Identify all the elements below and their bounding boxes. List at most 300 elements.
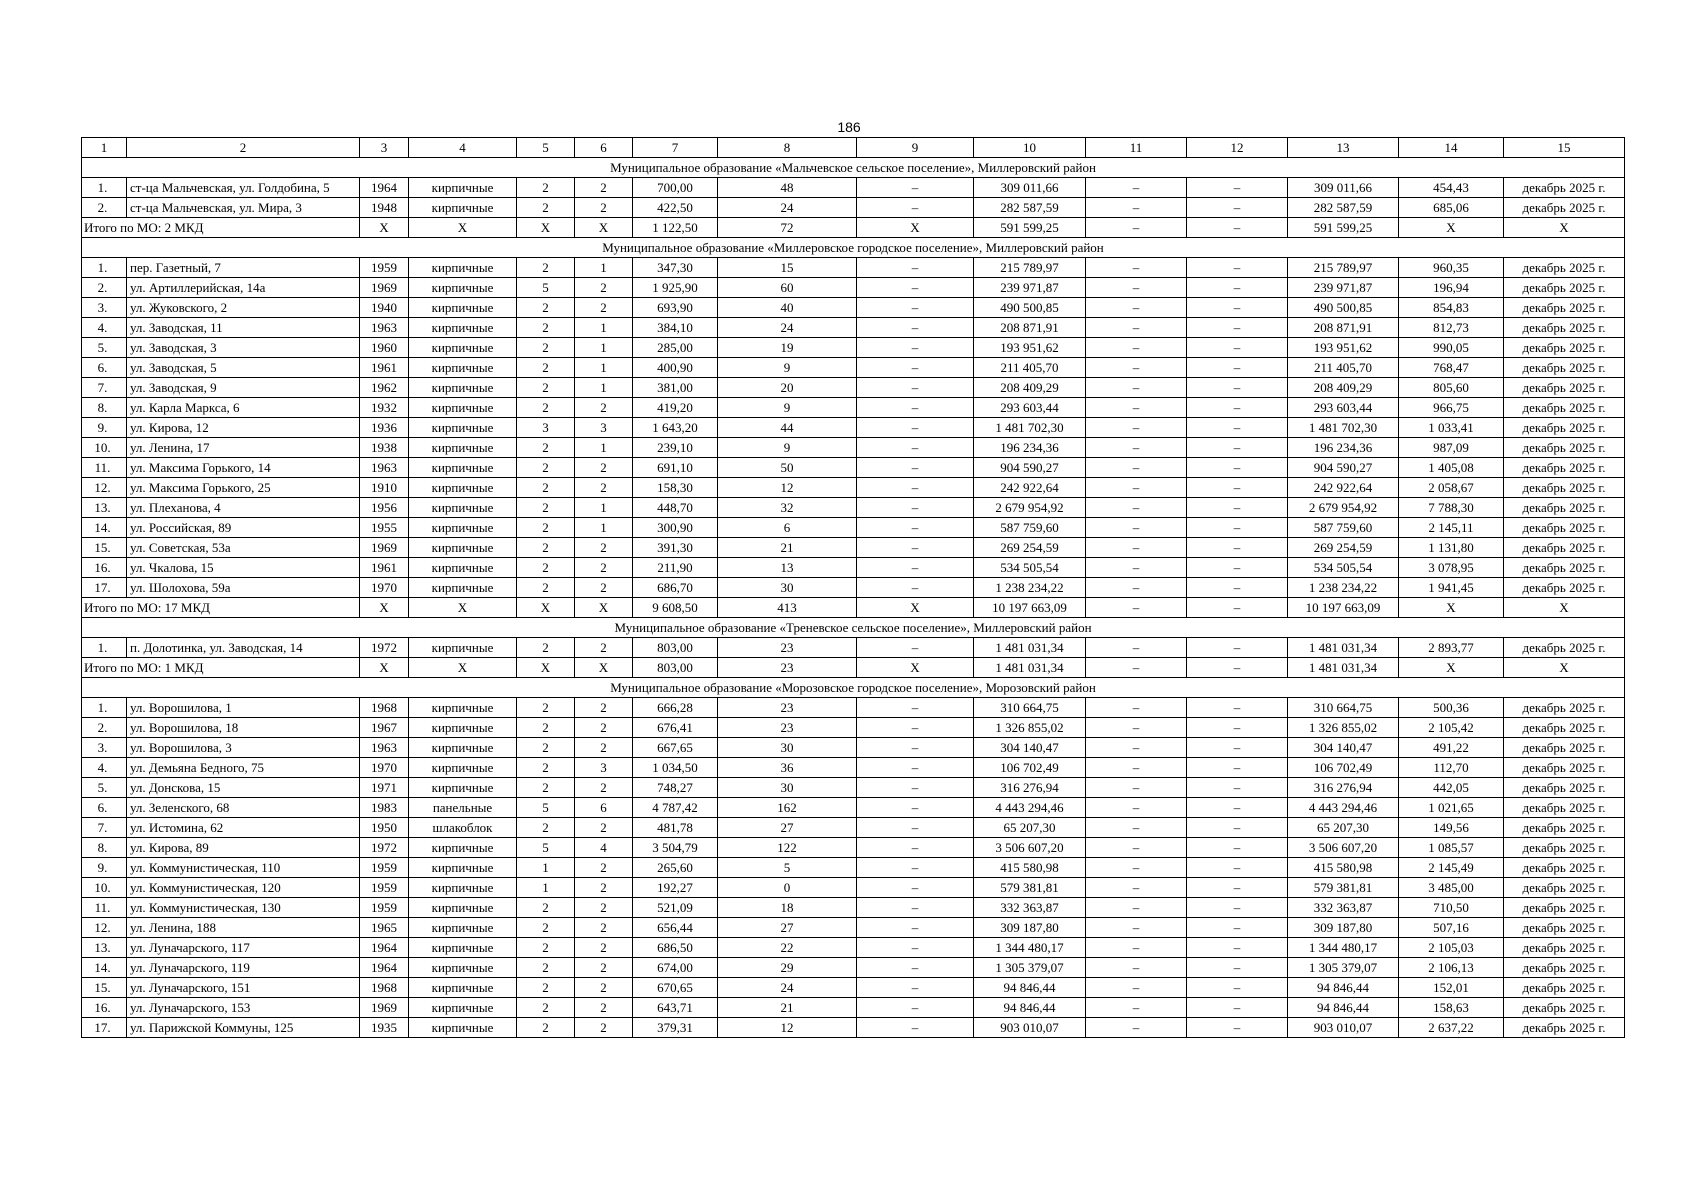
table-cell-col-15: декабрь 2025 г. bbox=[1504, 778, 1625, 798]
table-cell-col-4: кирпичные bbox=[409, 578, 517, 598]
table-cell-col-10: 415 580,98 bbox=[974, 858, 1086, 878]
table-cell-col-4: кирпичные bbox=[409, 938, 517, 958]
table-cell-col-10: 587 759,60 bbox=[974, 518, 1086, 538]
table-cell-col-4: кирпичные bbox=[409, 858, 517, 878]
table-cell-col-3: 1959 bbox=[360, 878, 409, 898]
table-cell-col-10: 65 207,30 bbox=[974, 818, 1086, 838]
table-cell-col-15: декабрь 2025 г. bbox=[1504, 438, 1625, 458]
table-cell-col-15: декабрь 2025 г. bbox=[1504, 938, 1625, 958]
table-cell-col-10: 534 505,54 bbox=[974, 558, 1086, 578]
table-cell-col-3: 1972 bbox=[360, 838, 409, 858]
table-cell-col-3: 1961 bbox=[360, 558, 409, 578]
table-cell-col-3: 1969 bbox=[360, 998, 409, 1018]
table-cell-col-2: ул. Чкалова, 15 bbox=[127, 558, 360, 578]
table-cell-col-8: 50 bbox=[718, 458, 857, 478]
table-cell-col-11: – bbox=[1086, 298, 1187, 318]
table-cell-col-9: – bbox=[857, 538, 974, 558]
section-title: Муниципальное образование «Мальчевское сельское поселение», Миллеровский район bbox=[82, 158, 1625, 178]
table-cell-col-2: ул. Ворошилова, 1 bbox=[127, 698, 360, 718]
table-cell-col-10: 94 846,44 bbox=[974, 998, 1086, 1018]
total-cell-col-3: X bbox=[360, 598, 409, 618]
table-cell-col-7: 422,50 bbox=[633, 198, 718, 218]
table-cell-col-1: 10. bbox=[82, 878, 127, 898]
table-cell-col-7: 691,10 bbox=[633, 458, 718, 478]
table-cell-col-7: 676,41 bbox=[633, 718, 718, 738]
table-cell-col-3: 1959 bbox=[360, 898, 409, 918]
table-cell-col-9: – bbox=[857, 438, 974, 458]
table-cell-col-12: – bbox=[1187, 918, 1288, 938]
table-row bbox=[82, 358, 1625, 378]
table-cell-col-12: – bbox=[1187, 1018, 1288, 1038]
table-cell-col-8: 122 bbox=[718, 838, 857, 858]
table-cell-col-13: 1 344 480,17 bbox=[1288, 938, 1399, 958]
table-cell-col-8: 5 bbox=[718, 858, 857, 878]
table-cell-col-6: 1 bbox=[575, 318, 633, 338]
table-cell-col-12: – bbox=[1187, 298, 1288, 318]
total-cell-col-7: 1 122,50 bbox=[633, 218, 718, 238]
table-cell-col-5: 2 bbox=[517, 538, 575, 558]
table-row bbox=[82, 438, 1625, 458]
table-cell-col-4: кирпичные bbox=[409, 338, 517, 358]
table-cell-col-12: – bbox=[1187, 938, 1288, 958]
table-cell-col-11: – bbox=[1086, 918, 1187, 938]
table-cell-col-15: декабрь 2025 г. bbox=[1504, 278, 1625, 298]
table-cell-col-11: – bbox=[1086, 398, 1187, 418]
table-cell-col-5: 2 bbox=[517, 978, 575, 998]
table-cell-col-6: 2 bbox=[575, 718, 633, 738]
table-cell-col-14: 2 105,03 bbox=[1399, 938, 1504, 958]
table-cell-col-12: – bbox=[1187, 478, 1288, 498]
table-cell-col-1: 10. bbox=[82, 438, 127, 458]
table-cell-col-12: – bbox=[1187, 878, 1288, 898]
table-cell-col-3: 1936 bbox=[360, 418, 409, 438]
section-header-row bbox=[82, 158, 1625, 178]
table-cell-col-1: 6. bbox=[82, 358, 127, 378]
table-cell-col-5: 2 bbox=[517, 698, 575, 718]
table-cell-col-9: – bbox=[857, 578, 974, 598]
table-cell-col-5: 2 bbox=[517, 558, 575, 578]
table-cell-col-2: ул. Коммунистическая, 120 bbox=[127, 878, 360, 898]
table-cell-col-12: – bbox=[1187, 398, 1288, 418]
table-cell-col-11: – bbox=[1086, 1018, 1187, 1038]
table-cell-col-4: кирпичные bbox=[409, 1018, 517, 1038]
table-cell-col-12: – bbox=[1187, 438, 1288, 458]
table-cell-col-3: 1969 bbox=[360, 538, 409, 558]
table-cell-col-15: декабрь 2025 г. bbox=[1504, 518, 1625, 538]
table-cell-col-10: 1 481 031,34 bbox=[974, 638, 1086, 658]
table-cell-col-2: ул. Ленина, 188 bbox=[127, 918, 360, 938]
table-cell-col-15: декабрь 2025 г. bbox=[1504, 718, 1625, 738]
table-cell-col-8: 27 bbox=[718, 918, 857, 938]
table-cell-col-13: 310 664,75 bbox=[1288, 698, 1399, 718]
table-cell-col-7: 384,10 bbox=[633, 318, 718, 338]
table-cell-col-4: кирпичные bbox=[409, 758, 517, 778]
table-cell-col-11: – bbox=[1086, 318, 1187, 338]
table-cell-col-4: кирпичные bbox=[409, 378, 517, 398]
table-cell-col-5: 2 bbox=[517, 758, 575, 778]
table-cell-col-1: 14. bbox=[82, 958, 127, 978]
table-cell-col-12: – bbox=[1187, 178, 1288, 198]
section-total-row bbox=[82, 218, 1625, 238]
table-cell-col-10: 106 702,49 bbox=[974, 758, 1086, 778]
table-cell-col-11: – bbox=[1086, 578, 1187, 598]
table-cell-col-14: 491,22 bbox=[1399, 738, 1504, 758]
total-cell-col-15: X bbox=[1504, 218, 1625, 238]
table-cell-col-4: кирпичные bbox=[409, 778, 517, 798]
table-cell-col-13: 904 590,27 bbox=[1288, 458, 1399, 478]
table-cell-col-3: 1964 bbox=[360, 938, 409, 958]
table-cell-col-15: декабрь 2025 г. bbox=[1504, 758, 1625, 778]
table-cell-col-1: 13. bbox=[82, 498, 127, 518]
table-cell-col-9: – bbox=[857, 838, 974, 858]
table-cell-col-7: 674,00 bbox=[633, 958, 718, 978]
table-cell-col-5: 5 bbox=[517, 798, 575, 818]
table-cell-col-13: 208 871,91 bbox=[1288, 318, 1399, 338]
table-cell-col-10: 293 603,44 bbox=[974, 398, 1086, 418]
table-cell-col-7: 379,31 bbox=[633, 1018, 718, 1038]
table-cell-col-1: 2. bbox=[82, 278, 127, 298]
table-row bbox=[82, 778, 1625, 798]
table-row bbox=[82, 258, 1625, 278]
total-cell-col-5: X bbox=[517, 658, 575, 678]
table-cell-col-11: – bbox=[1086, 998, 1187, 1018]
total-cell-col-9: X bbox=[857, 598, 974, 618]
table-cell-col-8: 40 bbox=[718, 298, 857, 318]
table-cell-col-13: 94 846,44 bbox=[1288, 978, 1399, 998]
table-cell-col-6: 2 bbox=[575, 738, 633, 758]
table-cell-col-2: ул. Плеханова, 4 bbox=[127, 498, 360, 518]
table-cell-col-3: 1932 bbox=[360, 398, 409, 418]
table-cell-col-4: кирпичные bbox=[409, 978, 517, 998]
table-cell-col-6: 1 bbox=[575, 378, 633, 398]
table-cell-col-2: ул. Максима Горького, 14 bbox=[127, 458, 360, 478]
table-cell-col-8: 13 bbox=[718, 558, 857, 578]
table-cell-col-14: 710,50 bbox=[1399, 898, 1504, 918]
table-cell-col-13: 415 580,98 bbox=[1288, 858, 1399, 878]
table-cell-col-11: – bbox=[1086, 418, 1187, 438]
column-number-1: 1 bbox=[82, 138, 127, 158]
table-cell-col-3: 1971 bbox=[360, 778, 409, 798]
table-cell-col-9: – bbox=[857, 198, 974, 218]
table-cell-col-2: ул. Артиллерийская, 14а bbox=[127, 278, 360, 298]
table-cell-col-13: 242 922,64 bbox=[1288, 478, 1399, 498]
table-cell-col-11: – bbox=[1086, 498, 1187, 518]
table-cell-col-8: 24 bbox=[718, 198, 857, 218]
table-cell-col-15: декабрь 2025 г. bbox=[1504, 898, 1625, 918]
table-cell-col-15: декабрь 2025 г. bbox=[1504, 998, 1625, 1018]
table-cell-col-9: – bbox=[857, 358, 974, 378]
table-cell-col-10: 242 922,64 bbox=[974, 478, 1086, 498]
table-cell-col-1: 17. bbox=[82, 1018, 127, 1038]
table-cell-col-4: кирпичные bbox=[409, 718, 517, 738]
table-cell-col-5: 2 bbox=[517, 818, 575, 838]
table-cell-col-6: 3 bbox=[575, 758, 633, 778]
table-cell-col-13: 94 846,44 bbox=[1288, 998, 1399, 1018]
table-cell-col-4: кирпичные bbox=[409, 958, 517, 978]
table-cell-col-10: 904 590,27 bbox=[974, 458, 1086, 478]
table-cell-col-5: 2 bbox=[517, 178, 575, 198]
table-cell-col-11: – bbox=[1086, 638, 1187, 658]
total-cell-col-12: – bbox=[1187, 598, 1288, 618]
table-cell-col-12: – bbox=[1187, 978, 1288, 998]
table-cell-col-13: 4 443 294,46 bbox=[1288, 798, 1399, 818]
table-cell-col-13: 193 951,62 bbox=[1288, 338, 1399, 358]
table-row bbox=[82, 938, 1625, 958]
table-cell-col-9: – bbox=[857, 998, 974, 1018]
table-cell-col-4: кирпичные bbox=[409, 538, 517, 558]
table-cell-col-5: 5 bbox=[517, 278, 575, 298]
table-cell-col-9: – bbox=[857, 718, 974, 738]
table-cell-col-1: 8. bbox=[82, 838, 127, 858]
table-cell-col-14: 1 033,41 bbox=[1399, 418, 1504, 438]
table-cell-col-6: 1 bbox=[575, 518, 633, 538]
table-cell-col-4: кирпичные bbox=[409, 278, 517, 298]
table-cell-col-2: ул. Шолохова, 59а bbox=[127, 578, 360, 598]
table-cell-col-3: 1968 bbox=[360, 978, 409, 998]
table-cell-col-12: – bbox=[1187, 838, 1288, 858]
table-cell-col-4: кирпичные bbox=[409, 318, 517, 338]
table-cell-col-9: – bbox=[857, 338, 974, 358]
table-cell-col-7: 700,00 bbox=[633, 178, 718, 198]
table-cell-col-14: 149,56 bbox=[1399, 818, 1504, 838]
table-cell-col-3: 1964 bbox=[360, 178, 409, 198]
table-cell-col-4: кирпичные bbox=[409, 498, 517, 518]
table-cell-col-8: 30 bbox=[718, 778, 857, 798]
column-number-4: 4 bbox=[409, 138, 517, 158]
table-cell-col-8: 12 bbox=[718, 1018, 857, 1038]
table-cell-col-15: декабрь 2025 г. bbox=[1504, 458, 1625, 478]
total-cell-col-10: 1 481 031,34 bbox=[974, 658, 1086, 678]
table-cell-col-15: декабрь 2025 г. bbox=[1504, 1018, 1625, 1038]
table-cell-col-5: 2 bbox=[517, 918, 575, 938]
section-total-row bbox=[82, 598, 1625, 618]
table-row bbox=[82, 918, 1625, 938]
table-cell-col-9: – bbox=[857, 898, 974, 918]
table-cell-col-13: 282 587,59 bbox=[1288, 198, 1399, 218]
column-number-10: 10 bbox=[974, 138, 1086, 158]
table-cell-col-2: ул. Максима Горького, 25 bbox=[127, 478, 360, 498]
table-cell-col-2: ул. Заводская, 5 bbox=[127, 358, 360, 378]
table-cell-col-2: ул. Кирова, 12 bbox=[127, 418, 360, 438]
table-cell-col-14: 196,94 bbox=[1399, 278, 1504, 298]
table-cell-col-2: ст-ца Мальчевская, ул. Голдобина, 5 bbox=[127, 178, 360, 198]
table-cell-col-10: 215 789,97 bbox=[974, 258, 1086, 278]
table-cell-col-12: – bbox=[1187, 418, 1288, 438]
table-cell-col-12: – bbox=[1187, 858, 1288, 878]
table-cell-col-5: 5 bbox=[517, 838, 575, 858]
table-cell-col-3: 1983 bbox=[360, 798, 409, 818]
table-cell-col-6: 1 bbox=[575, 358, 633, 378]
total-cell-col-14: X bbox=[1399, 658, 1504, 678]
table-cell-col-6: 1 bbox=[575, 498, 633, 518]
table-cell-col-7: 4 787,42 bbox=[633, 798, 718, 818]
table-cell-col-15: декабрь 2025 г. bbox=[1504, 298, 1625, 318]
table-cell-col-2: ст-ца Мальчевская, ул. Мира, 3 bbox=[127, 198, 360, 218]
table-cell-col-9: – bbox=[857, 858, 974, 878]
section-total-label: Итого по МО: 17 МКД bbox=[82, 598, 360, 618]
table-cell-col-15: декабрь 2025 г. bbox=[1504, 398, 1625, 418]
table-row bbox=[82, 558, 1625, 578]
total-cell-col-4: X bbox=[409, 658, 517, 678]
table-cell-col-3: 1938 bbox=[360, 438, 409, 458]
table-cell-col-6: 2 bbox=[575, 638, 633, 658]
table-cell-col-12: – bbox=[1187, 278, 1288, 298]
table-cell-col-9: – bbox=[857, 738, 974, 758]
table-cell-col-3: 1960 bbox=[360, 338, 409, 358]
table-cell-col-3: 1910 bbox=[360, 478, 409, 498]
table-cell-col-6: 6 bbox=[575, 798, 633, 818]
table-cell-col-14: 112,70 bbox=[1399, 758, 1504, 778]
table-cell-col-6: 2 bbox=[575, 898, 633, 918]
table-cell-col-10: 239 971,87 bbox=[974, 278, 1086, 298]
table-cell-col-5: 2 bbox=[517, 1018, 575, 1038]
table-cell-col-7: 693,90 bbox=[633, 298, 718, 318]
column-number-13: 13 bbox=[1288, 138, 1399, 158]
table-cell-col-2: ул. Советская, 53а bbox=[127, 538, 360, 558]
table-cell-col-4: кирпичные bbox=[409, 738, 517, 758]
table-cell-col-14: 1 941,45 bbox=[1399, 578, 1504, 598]
table-row bbox=[82, 198, 1625, 218]
table-cell-col-15: декабрь 2025 г. bbox=[1504, 378, 1625, 398]
table-cell-col-6: 2 bbox=[575, 458, 633, 478]
section-total-row bbox=[82, 658, 1625, 678]
table-cell-col-8: 48 bbox=[718, 178, 857, 198]
table-row bbox=[82, 498, 1625, 518]
table-cell-col-13: 490 500,85 bbox=[1288, 298, 1399, 318]
total-cell-col-6: X bbox=[575, 218, 633, 238]
table-cell-col-3: 1970 bbox=[360, 578, 409, 598]
table-cell-col-12: – bbox=[1187, 638, 1288, 658]
table-cell-col-1: 1. bbox=[82, 638, 127, 658]
table-cell-col-14: 3 485,00 bbox=[1399, 878, 1504, 898]
table-cell-col-9: – bbox=[857, 378, 974, 398]
table-cell-col-11: – bbox=[1086, 458, 1187, 478]
table-cell-col-14: 454,43 bbox=[1399, 178, 1504, 198]
total-cell-col-14: X bbox=[1399, 218, 1504, 238]
table-cell-col-4: кирпичные bbox=[409, 258, 517, 278]
column-number-7: 7 bbox=[633, 138, 718, 158]
table-cell-col-3: 1961 bbox=[360, 358, 409, 378]
column-number-header-row bbox=[82, 138, 1625, 158]
table-cell-col-6: 2 bbox=[575, 298, 633, 318]
table-cell-col-12: – bbox=[1187, 998, 1288, 1018]
table-cell-col-12: – bbox=[1187, 798, 1288, 818]
total-cell-col-12: – bbox=[1187, 658, 1288, 678]
table-cell-col-2: ул. Истомина, 62 bbox=[127, 818, 360, 838]
total-cell-col-8: 72 bbox=[718, 218, 857, 238]
table-cell-col-14: 2 893,77 bbox=[1399, 638, 1504, 658]
table-cell-col-3: 1963 bbox=[360, 738, 409, 758]
table-cell-col-9: – bbox=[857, 478, 974, 498]
table-cell-col-10: 903 010,07 bbox=[974, 1018, 1086, 1038]
table-cell-col-9: – bbox=[857, 458, 974, 478]
table-cell-col-15: декабрь 2025 г. bbox=[1504, 818, 1625, 838]
table-cell-col-8: 23 bbox=[718, 718, 857, 738]
table-cell-col-1: 8. bbox=[82, 398, 127, 418]
table-cell-col-2: ул. Заводская, 9 bbox=[127, 378, 360, 398]
table-cell-col-4: кирпичные bbox=[409, 298, 517, 318]
table-cell-col-2: ул. Жуковского, 2 bbox=[127, 298, 360, 318]
table-cell-col-10: 4 443 294,46 bbox=[974, 798, 1086, 818]
table-cell-col-7: 656,44 bbox=[633, 918, 718, 938]
table-cell-col-14: 1 131,80 bbox=[1399, 538, 1504, 558]
column-number-8: 8 bbox=[718, 138, 857, 158]
table-cell-col-14: 685,06 bbox=[1399, 198, 1504, 218]
table-cell-col-2: ул. Луначарского, 151 bbox=[127, 978, 360, 998]
table-cell-col-8: 162 bbox=[718, 798, 857, 818]
table-cell-col-6: 2 bbox=[575, 998, 633, 1018]
table-cell-col-4: кирпичные bbox=[409, 898, 517, 918]
table-cell-col-15: декабрь 2025 г. bbox=[1504, 178, 1625, 198]
total-cell-col-12: – bbox=[1187, 218, 1288, 238]
table-cell-col-15: декабрь 2025 г. bbox=[1504, 258, 1625, 278]
table-cell-col-5: 2 bbox=[517, 458, 575, 478]
table-cell-col-2: ул. Карла Маркса, 6 bbox=[127, 398, 360, 418]
table-row bbox=[82, 978, 1625, 998]
table-cell-col-2: ул. Российская, 89 bbox=[127, 518, 360, 538]
table-cell-col-4: кирпичные bbox=[409, 878, 517, 898]
table-row bbox=[82, 818, 1625, 838]
table-cell-col-1: 3. bbox=[82, 738, 127, 758]
table-cell-col-14: 152,01 bbox=[1399, 978, 1504, 998]
table-cell-col-14: 854,83 bbox=[1399, 298, 1504, 318]
total-cell-col-13: 591 599,25 bbox=[1288, 218, 1399, 238]
table-cell-col-15: декабрь 2025 г. bbox=[1504, 478, 1625, 498]
table-cell-col-13: 316 276,94 bbox=[1288, 778, 1399, 798]
table-cell-col-3: 1972 bbox=[360, 638, 409, 658]
table-cell-col-14: 960,35 bbox=[1399, 258, 1504, 278]
table-cell-col-15: декабрь 2025 г. bbox=[1504, 978, 1625, 998]
table-cell-col-9: – bbox=[857, 518, 974, 538]
table-cell-col-9: – bbox=[857, 938, 974, 958]
table-cell-col-1: 12. bbox=[82, 918, 127, 938]
table-cell-col-1: 6. bbox=[82, 798, 127, 818]
table-cell-col-6: 2 bbox=[575, 578, 633, 598]
table-cell-col-13: 1 238 234,22 bbox=[1288, 578, 1399, 598]
table-cell-col-10: 282 587,59 bbox=[974, 198, 1086, 218]
table-cell-col-12: – bbox=[1187, 198, 1288, 218]
table-cell-col-5: 2 bbox=[517, 378, 575, 398]
table-cell-col-1: 5. bbox=[82, 778, 127, 798]
table-cell-col-3: 1948 bbox=[360, 198, 409, 218]
table-cell-col-14: 3 078,95 bbox=[1399, 558, 1504, 578]
table-cell-col-13: 332 363,87 bbox=[1288, 898, 1399, 918]
table-cell-col-8: 36 bbox=[718, 758, 857, 778]
table-cell-col-3: 1959 bbox=[360, 858, 409, 878]
table-cell-col-13: 211 405,70 bbox=[1288, 358, 1399, 378]
table-cell-col-13: 208 409,29 bbox=[1288, 378, 1399, 398]
table-cell-col-14: 987,09 bbox=[1399, 438, 1504, 458]
table-cell-col-1: 17. bbox=[82, 578, 127, 598]
column-number-6: 6 bbox=[575, 138, 633, 158]
column-number-14: 14 bbox=[1399, 138, 1504, 158]
table-cell-col-11: – bbox=[1086, 338, 1187, 358]
table-cell-col-11: – bbox=[1086, 518, 1187, 538]
table-cell-col-13: 65 207,30 bbox=[1288, 818, 1399, 838]
table-cell-col-5: 2 bbox=[517, 998, 575, 1018]
table-cell-col-9: – bbox=[857, 778, 974, 798]
table-cell-col-15: декабрь 2025 г. bbox=[1504, 838, 1625, 858]
table-row bbox=[82, 998, 1625, 1018]
table-cell-col-5: 2 bbox=[517, 298, 575, 318]
table-cell-col-10: 1 238 234,22 bbox=[974, 578, 1086, 598]
table-cell-col-15: декабрь 2025 г. bbox=[1504, 558, 1625, 578]
table-cell-col-4: кирпичные bbox=[409, 638, 517, 658]
table-cell-col-5: 2 bbox=[517, 958, 575, 978]
table-cell-col-13: 1 481 031,34 bbox=[1288, 638, 1399, 658]
total-cell-col-9: X bbox=[857, 658, 974, 678]
table-cell-col-15: декабрь 2025 г. bbox=[1504, 798, 1625, 818]
